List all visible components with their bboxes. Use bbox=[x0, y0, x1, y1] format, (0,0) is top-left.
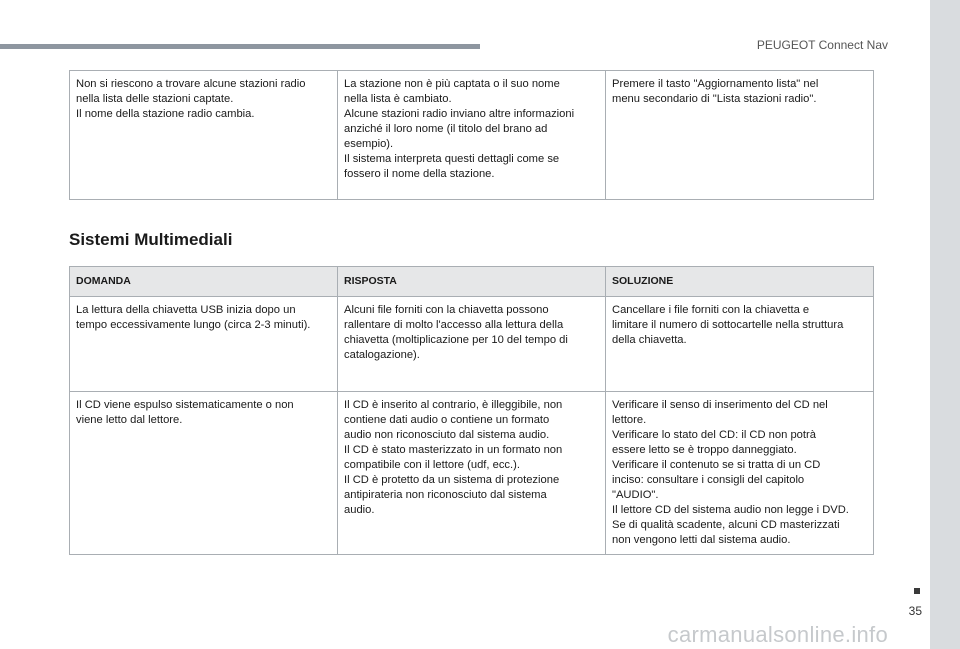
table-cell-risposta: Alcuni file forniti con la chiavetta possono rallentare di molto l'accesso alla lettura della chiavetta (moltiplicazione per 10 del tempo di catalogazione). bbox=[338, 297, 606, 392]
top-rule bbox=[0, 44, 480, 49]
side-band bbox=[930, 0, 960, 649]
column-header-domanda: DOMANDA bbox=[70, 267, 338, 297]
table-cell-soluzione: Premere il tasto "Aggiornamento lista" nel menu secondario di "Lista stazioni radio". bbox=[606, 71, 874, 200]
column-header-soluzione: SOLUZIONE bbox=[606, 267, 874, 297]
watermark: carmanualsonline.info bbox=[667, 622, 888, 647]
page-number: 35 bbox=[908, 604, 922, 618]
table-cell-domanda: Il CD viene espulso sistematicamente o non viene letto dal lettore. bbox=[70, 392, 338, 555]
table-cell-soluzione: Cancellare i file forniti con la chiavetta e limitare il numero di sottocartelle nella struttura della chiavetta. bbox=[606, 297, 874, 392]
table-cell-domanda: La lettura della chiavetta USB inizia dopo un tempo eccessivamente lungo (circa 2-3 minuti). bbox=[70, 297, 338, 392]
main-table bbox=[69, 266, 874, 555]
running-header: PEUGEOT Connect Nav bbox=[756, 38, 888, 52]
top-table bbox=[69, 70, 874, 200]
table-header-row bbox=[70, 267, 874, 297]
table-cell-domanda: Non si riescono a trovare alcune stazioni radio nella lista delle stazioni captate. Il nome della stazione radio cambia. bbox=[70, 71, 338, 200]
page-marker-icon bbox=[914, 588, 920, 594]
table-row bbox=[70, 71, 874, 200]
table-cell-risposta: La stazione non è più captata o il suo nome nella lista è cambiato. Alcune stazioni radio inviano altre informazioni anziché il loro nome (il titolo del brano ad esempio). Il sistema interpreta questi dettagli come se fossero il nome della stazione. bbox=[338, 71, 606, 200]
table-cell-soluzione: Verificare il senso di inserimento del CD nel lettore. Verificare lo stato del CD: il CD non potrà essere letto se è troppo danneggiato. Verificare il contenuto se si tratta di un CD inciso: consultare i consigli del capitolo "AUDIO". Il lettore CD del sistema audio non legge i DVD. Se di qualità scadente, alcuni CD masterizzati non vengono letti dal sistema audio. bbox=[606, 392, 874, 555]
table-row bbox=[70, 392, 874, 555]
column-header-risposta: RISPOSTA bbox=[338, 267, 606, 297]
table-cell-risposta: Il CD è inserito al contrario, è illeggibile, non contiene dati audio o contiene un formato audio non riconosciuto dal sistema audio. Il CD è stato masterizzato in un formato non compatibile con il lettore (udf, ecc.). Il CD è protetto da un sistema di protezione antipirateria non riconosciuto dal sistema audio. bbox=[338, 392, 606, 555]
section-title: Sistemi Multimediali bbox=[69, 230, 233, 249]
table-row bbox=[70, 297, 874, 392]
